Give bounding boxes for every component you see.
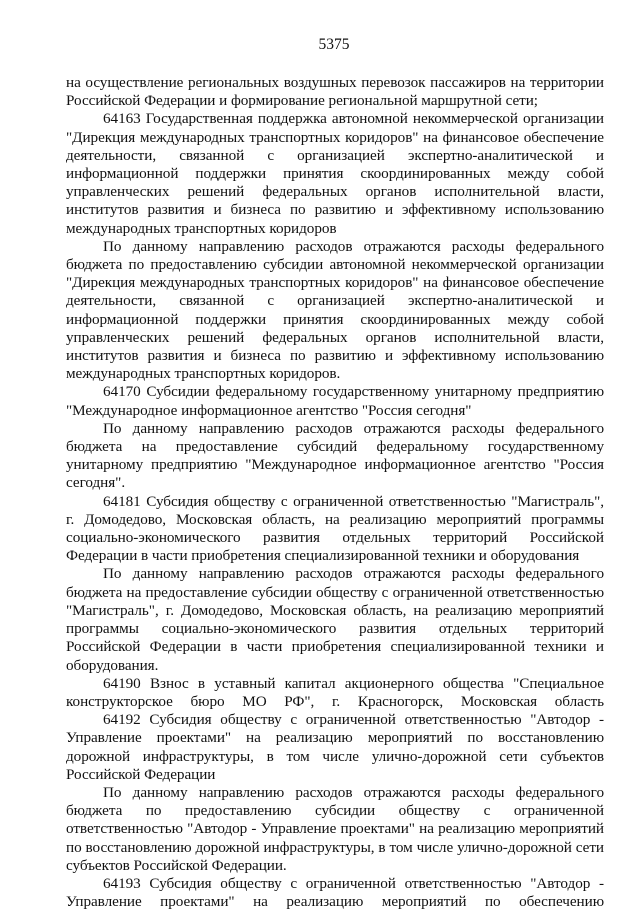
paragraph-8: 64190 Взнос в уставный капитал акционерного общества "Специальное конструкторское бюро МО РФ", г. Красногорск, Московская область [66, 674, 604, 710]
paragraph-3: По данному направлению расходов отражаются расходы федерального бюджета по предоставлению субсидии автономной некоммерческой организации "Дирекция международных транспортных коридоров" на финансовое обеспечение деятельности, связанной с организацией экспертно-аналитической и информационной поддержки принятия скоординированных между собой управленческих решений федеральных органов исполнительной власти, институтов развития и бизнеса по развитию и эффективному использованию международных транспортных коридоров. [66, 237, 604, 383]
paragraph-1: на осуществление региональных воздушных перевозок пассажиров на территории Российской Федерации и формирование региональной маршрутной сети; [66, 74, 604, 110]
paragraph-4: 64170 Субсидии федеральному государственному унитарному предприятию "Международное информационное агентство "Россия сегодня" [66, 383, 604, 419]
paragraph-5: По данному направлению расходов отражаются расходы федерального бюджета на предоставление субсидий федеральному государственному унитарному предприятию "Международное информационное агентство "Россия сегодня". [66, 419, 604, 492]
paragraph-6: 64181 Субсидия обществу с ограниченной ответственностью "Магистраль", г. Домодедово, Московская область, на реализацию мероприятий программы социально-экономического развития отдельных территорий Российской Федерации в части приобретения специализированной техники и оборудования [66, 492, 604, 565]
paragraph-10: По данному направлению расходов отражаются расходы федерального бюджета по предоставлению субсидии обществу с ограниченной ответственностью "Автодор - Управление проектами" на реализацию мероприятий по восстановлению дорожной инфраструктуры, в том числе улично-дорожной сети субъектов Российской Федерации. [66, 783, 604, 874]
paragraph-9: 64192 Субсидия обществу с ограниченной ответственностью "Автодор - Управление проектами" на реализацию мероприятий по восстановлению дорожной инфраструктуры, в том числе улично-дорожной сети субъектов Российской Федерации [66, 711, 604, 783]
paragraph-7: По данному направлению расходов отражаются расходы федерального бюджета на предоставление субсидии обществу с ограниченной ответственностью "Магистраль", г. Домодедово, Московская область, на реализацию мероприятий программы социально-экономического развития отдельных территорий Российской Федерации в части приобретения специализированной техники и оборудования. [66, 565, 604, 674]
page-number: 5375 [318, 36, 350, 53]
paragraph-2: 64163 Государственная поддержка автономной некоммерческой организации "Дирекция международных транспортных коридоров" на финансовое обеспечение деятельности, связанной с организацией экспертно-аналитической и информационной поддержки принятия скоординированных между собой управленческих решений федеральных органов исполнительной власти, институтов развития и бизнеса по развитию и эффективному использованию международных транспортных коридоров [66, 110, 604, 237]
paragraph-11: 64193 Субсидия обществу с ограниченной ответственностью "Автодор - Управление проектами" на реализацию мероприятий по обеспечению [66, 874, 604, 911]
